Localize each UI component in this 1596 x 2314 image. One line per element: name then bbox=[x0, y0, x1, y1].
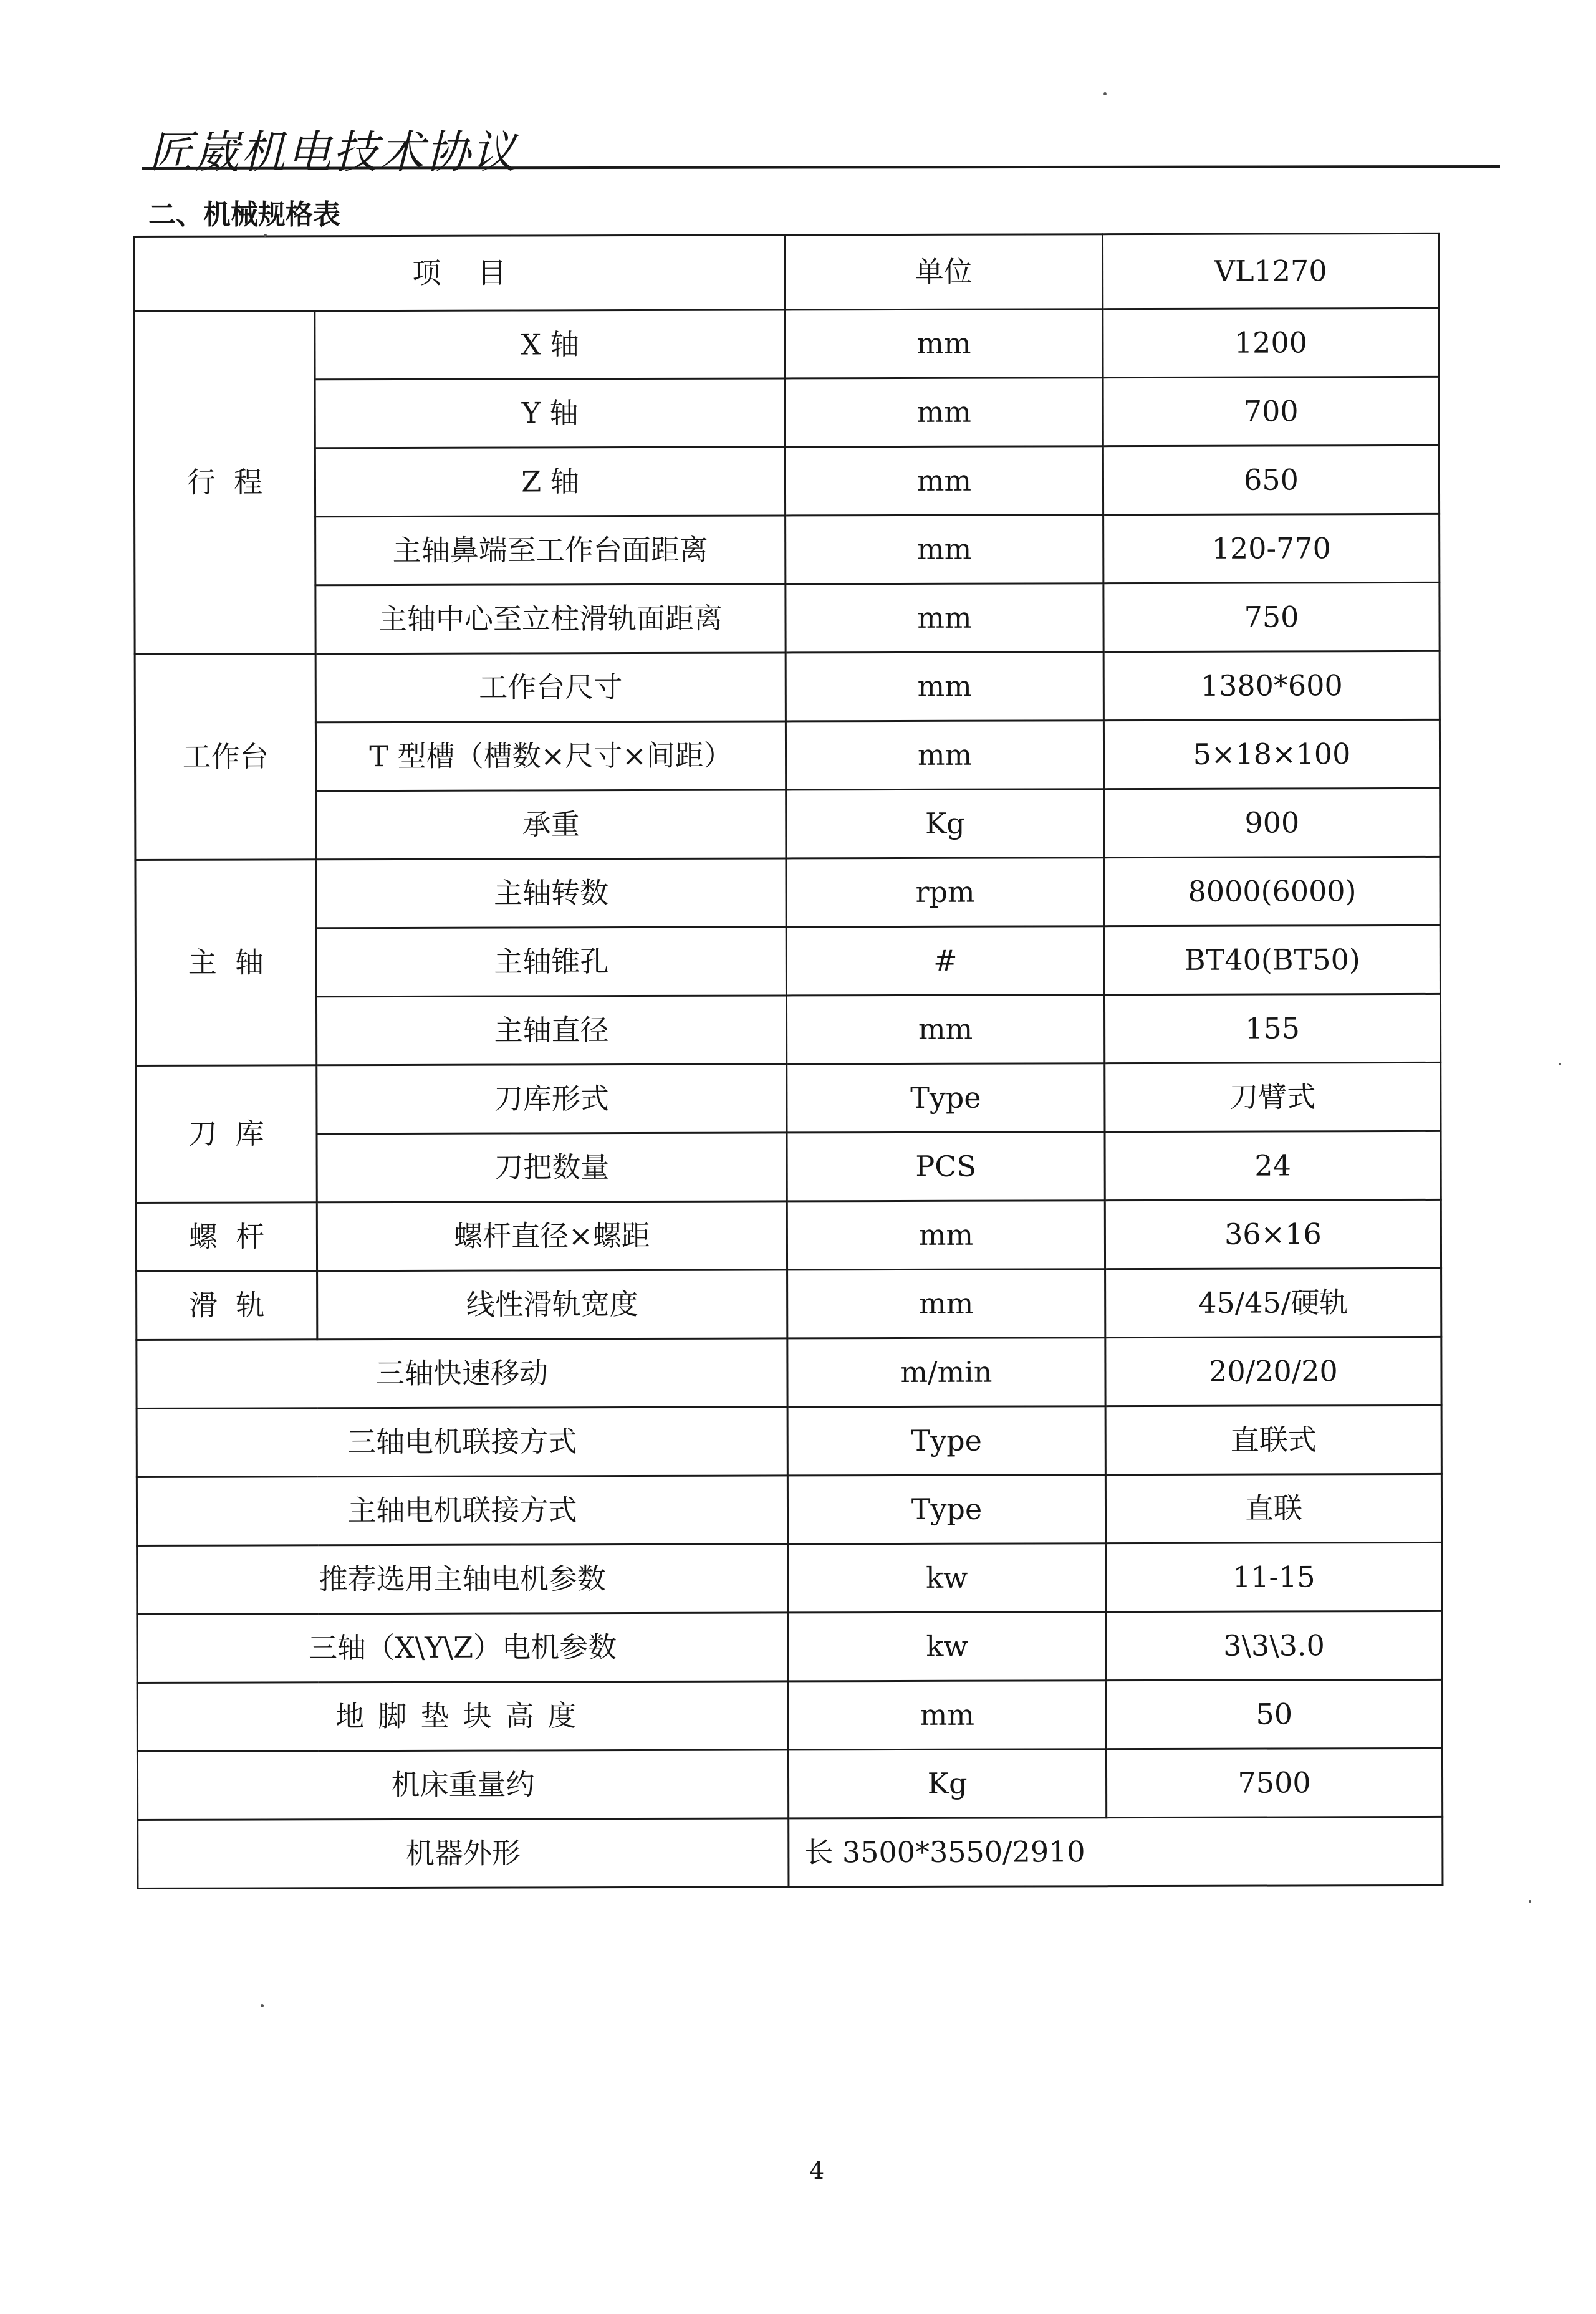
row-unit: mm bbox=[786, 721, 1103, 790]
table-row bbox=[135, 719, 1440, 791]
row-unit: mm bbox=[785, 378, 1103, 447]
row-item: 主轴中心至立柱滑轨面距离 bbox=[315, 584, 786, 654]
table-row bbox=[137, 1474, 1441, 1545]
scan-speck bbox=[1103, 92, 1107, 95]
scan-speck bbox=[261, 2004, 264, 2007]
row-unit: mm bbox=[787, 1201, 1105, 1270]
table-row bbox=[135, 857, 1440, 928]
row-value: 11-15 bbox=[1106, 1542, 1442, 1611]
row-item: 工作台尺寸 bbox=[315, 653, 786, 723]
row-item: 主轴转数 bbox=[316, 858, 786, 928]
table-row bbox=[134, 445, 1439, 517]
row-value: 直联式 bbox=[1105, 1405, 1441, 1474]
row-value: 1200 bbox=[1103, 308, 1439, 377]
table-row bbox=[134, 377, 1439, 448]
row-item: 三轴快速移动 bbox=[137, 1338, 787, 1409]
table-row bbox=[135, 651, 1440, 723]
table-row bbox=[136, 1131, 1441, 1203]
group-label-screw: 螺 杆 bbox=[136, 1203, 317, 1272]
row-value: 3\3\3.0 bbox=[1106, 1611, 1442, 1680]
table-row bbox=[135, 514, 1440, 585]
row-unit: Type bbox=[787, 1406, 1105, 1476]
column-header-item: 项 目 bbox=[134, 235, 785, 312]
group-label-spindle: 主 轴 bbox=[135, 860, 317, 1066]
table-row bbox=[137, 1679, 1442, 1751]
row-item: X 轴 bbox=[315, 310, 785, 380]
row-value: 50 bbox=[1106, 1679, 1442, 1749]
section-heading: 二、机械规格表 bbox=[148, 199, 340, 231]
row-unit: # bbox=[786, 926, 1104, 996]
row-item: 螺杆直径×螺距 bbox=[317, 1201, 787, 1271]
row-value: 650 bbox=[1103, 445, 1439, 514]
table-row bbox=[134, 308, 1439, 380]
row-value: BT40(BT50) bbox=[1104, 925, 1440, 994]
row-unit: Type bbox=[787, 1063, 1105, 1133]
table-row bbox=[135, 788, 1440, 860]
row-item: 承重 bbox=[316, 790, 786, 860]
row-value: 刀臂式 bbox=[1105, 1062, 1441, 1131]
row-item: Y 轴 bbox=[315, 378, 785, 448]
scan-speck bbox=[264, 234, 267, 237]
group-label-worktable: 工作台 bbox=[135, 654, 316, 860]
row-value: 750 bbox=[1103, 582, 1440, 651]
row-unit: kw bbox=[788, 1543, 1106, 1613]
table-row bbox=[135, 994, 1440, 1065]
row-item: 主轴锥孔 bbox=[316, 927, 786, 997]
column-header-unit: 单位 bbox=[785, 234, 1103, 310]
table-row bbox=[137, 1748, 1442, 1820]
row-item: 机器外形 bbox=[138, 1818, 789, 1889]
table-row bbox=[136, 1062, 1441, 1134]
spec-table bbox=[133, 233, 1443, 1889]
row-unit: rpm bbox=[786, 858, 1104, 927]
group-label-rail: 滑 轨 bbox=[137, 1271, 317, 1340]
table-row bbox=[136, 1199, 1441, 1271]
group-label-magazine: 刀 库 bbox=[136, 1065, 317, 1203]
row-item: 三轴电机联接方式 bbox=[137, 1407, 787, 1477]
group-label-travel: 行 程 bbox=[134, 311, 315, 655]
row-value: 36×16 bbox=[1105, 1199, 1441, 1269]
row-unit: PCS bbox=[787, 1132, 1105, 1201]
row-value: 155 bbox=[1104, 994, 1440, 1063]
row-unit: mm bbox=[786, 583, 1103, 653]
row-item: 机床重量约 bbox=[137, 1750, 788, 1820]
row-value: 5×18×100 bbox=[1103, 719, 1440, 789]
row-item: 地脚垫块高度 bbox=[137, 1681, 788, 1752]
row-unit: kw bbox=[788, 1612, 1106, 1681]
row-item: T 型槽（槽数×尺寸×间距） bbox=[315, 721, 786, 791]
row-unit: mm bbox=[786, 652, 1103, 721]
row-unit: Type bbox=[787, 1475, 1105, 1544]
table-row bbox=[135, 925, 1440, 997]
row-item: 主轴鼻端至工作台面距离 bbox=[315, 516, 786, 585]
table-row bbox=[138, 1817, 1443, 1888]
document-title: 匠崴机电技术协议 bbox=[148, 126, 518, 178]
table-header-row bbox=[134, 233, 1439, 311]
row-value: 20/20/20 bbox=[1105, 1337, 1441, 1406]
row-item: 三轴（X\Y\Z）电机参数 bbox=[137, 1613, 788, 1683]
row-item: 推荐选用主轴电机参数 bbox=[137, 1544, 788, 1615]
scan-speck bbox=[1529, 1900, 1531, 1903]
row-value: 24 bbox=[1105, 1131, 1441, 1200]
row-unit: Kg bbox=[788, 1749, 1106, 1818]
row-item: 刀把数量 bbox=[317, 1133, 787, 1203]
row-value: 700 bbox=[1103, 377, 1439, 446]
row-value: 直联 bbox=[1105, 1474, 1441, 1543]
row-unit: mm bbox=[785, 446, 1103, 516]
row-unit: mm bbox=[785, 309, 1103, 378]
table-row bbox=[137, 1337, 1441, 1408]
row-value: 45/45/硬轨 bbox=[1105, 1268, 1441, 1337]
row-value: 7500 bbox=[1106, 1748, 1442, 1817]
row-unit: m/min bbox=[787, 1338, 1105, 1407]
row-unit: Kg bbox=[786, 789, 1104, 858]
table-row bbox=[137, 1268, 1441, 1340]
scan-speck bbox=[1559, 1063, 1561, 1065]
row-unit: mm bbox=[787, 1269, 1105, 1338]
page-number: 4 bbox=[809, 2157, 825, 2184]
table-row bbox=[137, 1405, 1441, 1477]
table-row bbox=[137, 1611, 1442, 1683]
row-unit: mm bbox=[786, 995, 1104, 1064]
row-value: 8000(6000) bbox=[1104, 857, 1440, 926]
table-row bbox=[135, 582, 1440, 654]
row-value: 长 3500*3550/2910 bbox=[789, 1817, 1443, 1887]
row-value: 900 bbox=[1104, 788, 1440, 857]
row-value: 120-770 bbox=[1103, 514, 1440, 583]
row-item: Z 轴 bbox=[315, 447, 785, 517]
row-unit: mm bbox=[788, 1681, 1106, 1750]
row-item: 线性滑轨宽度 bbox=[317, 1270, 787, 1340]
table-row bbox=[137, 1542, 1442, 1614]
column-header-model: VL1270 bbox=[1102, 233, 1438, 309]
row-item: 主轴直径 bbox=[316, 996, 786, 1065]
row-unit: mm bbox=[786, 515, 1103, 584]
row-value: 1380*600 bbox=[1103, 651, 1440, 720]
row-item: 主轴电机联接方式 bbox=[137, 1476, 787, 1546]
row-item: 刀库形式 bbox=[317, 1064, 787, 1134]
